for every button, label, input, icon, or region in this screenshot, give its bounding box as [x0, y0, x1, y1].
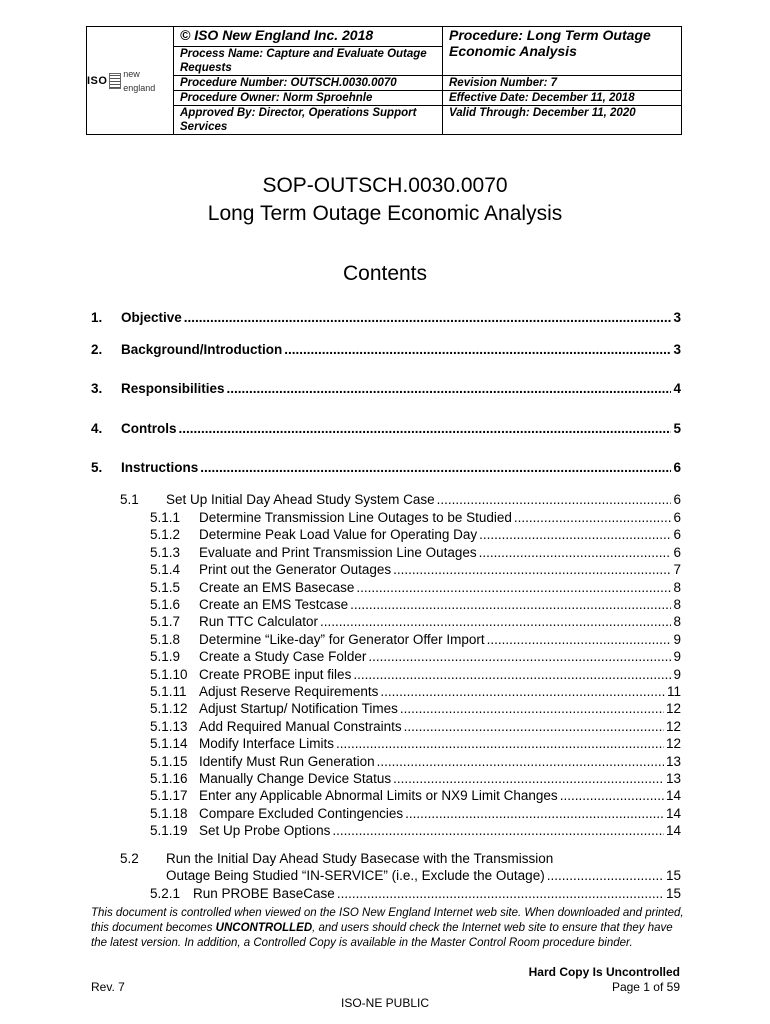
control-notice-bold: UNCONTROLLED	[215, 922, 313, 934]
toc-leader-dots	[400, 701, 664, 716]
toc-leader-dots	[380, 684, 665, 699]
toc-entry-number: 1.	[91, 310, 103, 325]
toc-entry-page: 15	[665, 886, 681, 901]
toc-entry-label: Print out the Generator Outages	[199, 562, 392, 578]
toc-entry-label: Identify Must Run Generation	[199, 753, 375, 769]
toc-entry[interactable]	[150, 527, 681, 542]
toc-entry-page: 14	[665, 805, 681, 821]
toc-entry[interactable]	[150, 806, 681, 821]
toc-entry-label: Determine Transmission Line Outages to be Studied	[199, 510, 512, 525]
toc-entry[interactable]	[150, 823, 681, 838]
title-line-1: SOP-OUTSCH.0030.0070	[262, 174, 508, 197]
toc-entry-number: 5.1.2	[150, 527, 181, 543]
toc-entry-page: 5	[673, 421, 681, 436]
toc-entry-number: 5.2.1	[150, 886, 181, 901]
toc-entry-number: 5.1.1	[150, 510, 181, 525]
toc-leader-dots	[437, 492, 672, 507]
toc-entry-page: 9	[673, 649, 681, 665]
toc-entry-label: Create PROBE input files	[199, 666, 352, 682]
toc-entry[interactable]	[150, 614, 681, 629]
title-line-2: Long Term Outage Economic Analysis	[207, 202, 563, 225]
process-name: Process Name: Capture and Evaluate Outage Requests	[174, 47, 443, 76]
toc-entry-number: 5.1.11	[150, 684, 187, 699]
toc-entry-number: 5.1.9	[150, 649, 181, 665]
classification-label: ISO-NE PUBLIC	[340, 996, 430, 1010]
toc-entry[interactable]	[150, 580, 681, 595]
toc-entry-page: 8	[673, 614, 681, 630]
toc-entry-number: 5.1	[120, 492, 139, 507]
toc-entry-page: 9	[673, 631, 681, 647]
hard-copy-notice: Hard Copy Is Uncontrolled	[528, 965, 680, 979]
page-number: Page 1 of 59	[611, 980, 680, 994]
toc-entry-page: 11	[666, 684, 681, 699]
logo-text: ISO	[87, 74, 108, 87]
toc-leader-dots	[356, 580, 671, 595]
toc-entry-number: 5.1.10	[150, 666, 188, 682]
toc-entry-number: 5.1.12	[150, 701, 188, 717]
toc-entry-number: 5.1.17	[150, 788, 188, 804]
toc-entry-page: 3	[673, 342, 681, 357]
toc-entry-number: 5.1.15	[150, 753, 188, 769]
header-table	[86, 26, 682, 135]
approved-by: Approved By: Director, Operations Support Services	[174, 106, 443, 135]
logo-mark-icon	[109, 73, 121, 89]
toc-entry[interactable]	[150, 771, 681, 786]
toc-entry-label: Responsibilities	[121, 381, 225, 396]
toc-entry-number: 5.1.8	[150, 631, 181, 647]
toc-leader-dots	[547, 868, 664, 883]
toc-entry[interactable]	[150, 719, 681, 734]
toc-entry-page: 6	[673, 527, 681, 543]
toc-entry-number: 5.1.14	[150, 736, 188, 752]
toc-entry-page: 6	[673, 510, 681, 525]
toc-leader-dots	[200, 460, 671, 475]
toc-entry-label: Instructions	[121, 460, 199, 475]
toc-entry[interactable]	[91, 342, 681, 357]
toc-leader-dots	[479, 527, 671, 542]
toc-entry-label: Set Up Initial Day Ahead Study System Case	[166, 492, 435, 507]
toc-entry-label: Modify Interface Limits	[199, 736, 335, 752]
toc-entry-label: Compare Excluded Contingencies	[199, 805, 404, 821]
control-notice	[91, 906, 691, 951]
toc-leader-dots	[227, 381, 672, 396]
toc-entry-page: 9	[673, 666, 681, 682]
toc-entry[interactable]	[150, 545, 681, 560]
control-notice-2: , and users should check the Internet web site to ensure that they have the latest version. In addition, a Controlled Copy is available in the Master Control Room procedure binder.	[91, 922, 673, 949]
copyright: © ISO New England Inc. 2018	[174, 27, 443, 47]
toc-leader-dots	[393, 771, 664, 786]
procedure-number: Procedure Number: OUTSCH.0030.0070	[174, 76, 443, 91]
toc-entry-label: Create a Study Case Folder	[199, 649, 367, 665]
toc-leader-dots	[332, 823, 664, 838]
toc-entry[interactable]	[150, 754, 681, 769]
toc-entry-page: 14	[665, 823, 681, 839]
toc-entry-number: 4.	[91, 421, 103, 436]
toc-entry-label: Controls	[121, 421, 177, 436]
toc-leader-dots	[404, 719, 664, 734]
toc-leader-dots	[405, 806, 664, 821]
toc-entry-page: 3	[673, 310, 681, 325]
toc-entry[interactable]	[150, 886, 681, 901]
toc-entry-label: Create an EMS Testcase	[199, 597, 349, 612]
toc-entry-page: 8	[673, 579, 681, 595]
procedure-name: Procedure: Long Term Outage Economic Analysis	[443, 27, 682, 76]
toc-entry[interactable]	[150, 736, 681, 751]
toc-entry[interactable]	[150, 684, 681, 699]
toc-leader-dots	[336, 736, 664, 751]
effective-date: Effective Date: December 11, 2018	[443, 91, 682, 106]
toc-entry-label: Adjust Reserve Requirements	[199, 684, 379, 699]
procedure-owner: Procedure Owner: Norm Sproehnle	[174, 91, 443, 106]
toc-entry-page: 14	[665, 788, 681, 804]
toc-entry-label: Run the Initial Day Ahead Study Basecase with the Transmission	[166, 851, 554, 866]
toc-entry-continuation[interactable]	[166, 868, 681, 883]
iso-ne-logo	[87, 61, 173, 101]
toc-entry[interactable]	[150, 632, 681, 647]
toc-entry-number: 5.2	[120, 851, 139, 866]
toc-entry-label: Determine “Like-day” for Generator Offer Import	[199, 631, 485, 647]
toc-leader-dots	[284, 342, 671, 357]
toc-entry-page: 6	[673, 492, 681, 507]
toc-entry-label: Adjust Startup/ Notification Times	[199, 701, 398, 717]
toc-leader-dots	[560, 788, 664, 803]
toc-entry-page: 4	[673, 381, 681, 396]
toc-entry[interactable]	[91, 310, 681, 325]
toc-entry-label: Determine Peak Load Value for Operating Day	[199, 527, 478, 543]
toc-entry-label: Background/Introduction	[121, 342, 283, 357]
toc-entry-number: 2.	[91, 342, 103, 357]
toc-entry-page: 12	[665, 701, 681, 717]
toc-entry-label-line-2: Outage Being Studied “IN-SERVICE” (i.e., Exclude the Outage)	[166, 868, 545, 883]
toc-entry-page: 7	[673, 562, 681, 578]
toc-entry-page: 12	[665, 736, 681, 752]
logo-cell	[87, 27, 174, 135]
toc-entry-number: 5.	[91, 460, 103, 475]
toc-entry-page: 8	[673, 597, 681, 612]
toc-entry-page: 13	[665, 753, 681, 769]
toc-entry-page: 15	[665, 868, 681, 883]
revision-number: Revision Number: 7	[443, 76, 682, 91]
toc-entry-label: Set Up Probe Options	[199, 823, 331, 839]
toc-leader-dots	[487, 632, 672, 647]
toc-entry-number: 5.1.6	[150, 597, 181, 612]
toc-entry-page: 6	[673, 460, 681, 475]
valid-through: Valid Through: December 11, 2020	[443, 106, 682, 135]
toc-entry[interactable]	[150, 667, 681, 682]
toc-entry[interactable]	[120, 851, 553, 866]
toc-entry-number: 3.	[91, 381, 103, 396]
toc-entry[interactable]	[150, 597, 681, 612]
toc-entry-page: 12	[665, 718, 681, 734]
toc-entry-number: 5.1.19	[150, 823, 188, 839]
toc-entry[interactable]	[150, 788, 681, 803]
toc-entry-number: 5.1.18	[150, 805, 188, 821]
toc-entry[interactable]	[91, 381, 681, 396]
toc-leader-dots	[514, 510, 672, 525]
toc-leader-dots	[320, 614, 671, 629]
toc-entry[interactable]	[91, 421, 681, 436]
toc-leader-dots	[350, 597, 671, 612]
toc-entry-label: Enter any Applicable Abnormal Limits or NX9 Limit Changes	[199, 788, 558, 804]
toc-entry-number: 5.1.5	[150, 579, 181, 595]
toc-entry-number: 5.1.4	[150, 562, 181, 578]
toc-entry-label: Run TTC Calculator	[199, 614, 319, 630]
toc-entry[interactable]	[150, 701, 681, 716]
toc-entry-label: Objective	[121, 310, 182, 325]
toc-leader-dots	[368, 649, 671, 664]
toc-entry-label: Create an EMS Basecase	[199, 579, 355, 595]
toc-entry-number: 5.1.13	[150, 718, 188, 734]
logo-subtext: new england	[123, 68, 156, 93]
toc-leader-dots	[353, 667, 671, 682]
toc-entry-label: Manually Change Device Status	[199, 771, 392, 786]
toc-entry-page: 6	[673, 544, 681, 560]
toc-entry-number: 5.1.3	[150, 544, 181, 560]
toc-entry[interactable]	[150, 562, 681, 577]
toc-entry[interactable]	[91, 460, 681, 475]
toc-entry[interactable]	[150, 649, 681, 664]
toc-leader-dots	[179, 421, 672, 436]
control-notice-1: This document is controlled when viewed on the ISO New England Internet web site. When downloaded and printed, this document becomes	[91, 907, 684, 934]
toc-entry-number: 5.1.7	[150, 614, 181, 630]
toc-entry-label: Add Required Manual Constraints	[199, 718, 402, 734]
toc-entry-number: 5.1.16	[150, 771, 188, 786]
toc-entry[interactable]	[120, 492, 681, 507]
contents-heading: Contents	[342, 262, 428, 285]
document-title	[0, 174, 770, 226]
toc-entry-label: Evaluate and Print Transmission Line Outages	[199, 544, 477, 560]
toc-entry-page: 13	[665, 771, 681, 786]
toc-leader-dots	[337, 886, 664, 901]
toc-leader-dots	[479, 545, 672, 560]
revision-footer: Rev. 7	[91, 980, 125, 994]
toc-leader-dots	[393, 562, 671, 577]
toc-leader-dots	[184, 310, 672, 325]
toc-entry[interactable]	[150, 510, 681, 525]
toc-entry-label: Run PROBE BaseCase	[193, 886, 335, 901]
toc-leader-dots	[377, 754, 664, 769]
